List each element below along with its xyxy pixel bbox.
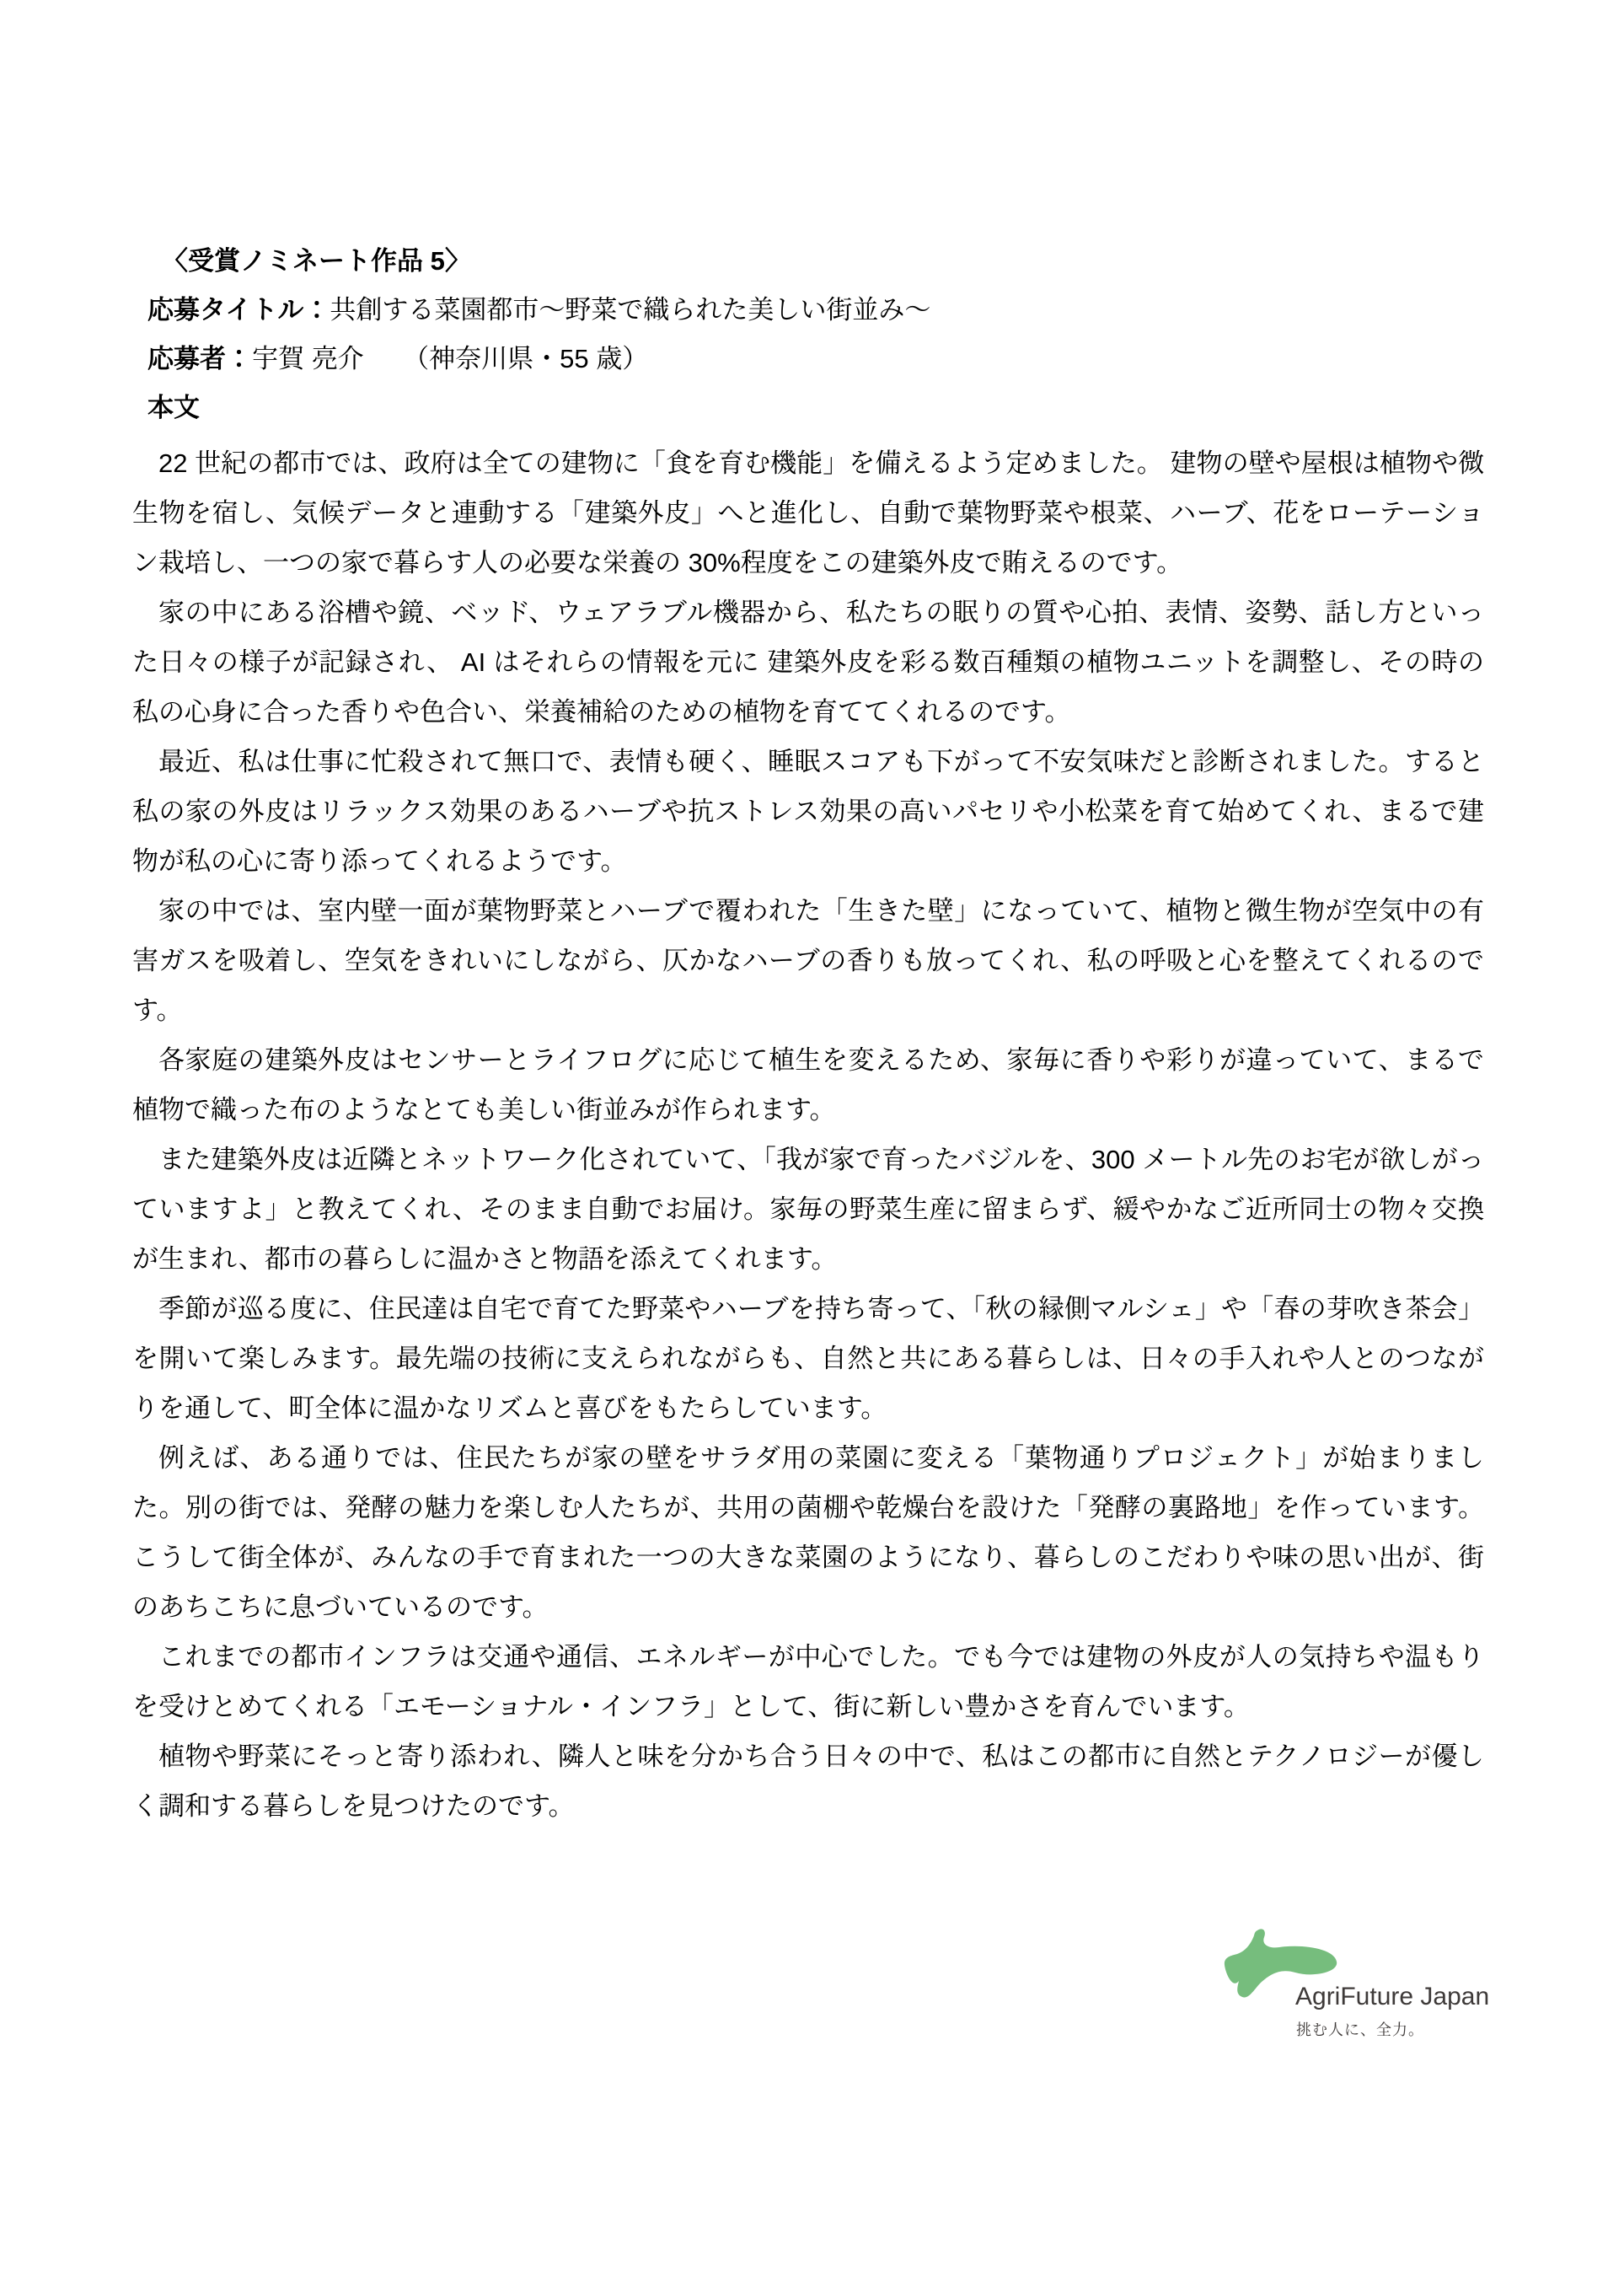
- paragraph: これまでの都市インフラは交通や通信、エネルギーが中心でした。でも今では建物の外皮が人の気持ちや温もりを受けとめてくれる「エモーショナル・インフラ」として、街に新しい豊かさを育んでいます。: [132, 1642, 1484, 1721]
- entry-title-separator: ：: [303, 295, 330, 325]
- applicant-value: 宇賀 亮介 （神奈川県・55 歳）: [252, 344, 649, 373]
- applicant-line: [132, 335, 1484, 384]
- agrifuture-japan-logo: [1224, 1929, 1510, 2055]
- logo-wordmark: AgriFuture Japan: [1295, 1983, 1490, 2010]
- entry-document: [132, 237, 1484, 1831]
- paragraph: 植物や野菜にそっと寄り添われ、隣人と味を分かち合う日々の中で、私はこの都市に自然とテクノロジーが優しく調和する暮らしを見つけたのです。: [132, 1742, 1484, 1821]
- logo-tagline: 挑む人に、全力。: [1296, 2021, 1424, 2038]
- entry-title-line: [132, 286, 1484, 335]
- essay-body: [132, 438, 1484, 1831]
- paragraph: 例えば、ある通りでは、住民たちが家の壁をサラダ用の菜園に変える「葉物通りプロジェクト」が始まりました。別の街では、発酵の魅力を楽しむ人たちが、共用の菌棚や乾燥台を設けた「発酵の裏路地」を作っています。こうして街全体が、みんなの手で育まれた一つの大きな菜園のようになり、暮らしのこだわりや味の思い出が、街のあちこちに息づいているのです。: [132, 1443, 1484, 1622]
- applicant-separator: ：: [226, 344, 252, 373]
- paragraph: 22 世紀の都市では、政府は全ての建物に「食を育む機能」を備えるよう定めました。 建物の壁や屋根は植物や微生物を宿し、気候データと連動する「建築外皮」へと進化し、自動で葉物野菜や根菜、ハーブ、花をローテーション栽培し、一つの家で暮らす人の必要な栄養の 30%程度をこの建築外皮で賄えるのです。: [132, 448, 1484, 577]
- entry-title-label: 応募タイトル: [147, 295, 304, 325]
- entry-title-value: 共創する菜園都市～野菜で織られた美しい街並み～: [330, 295, 931, 325]
- paragraph: 家の中では、室内壁一面が葉物野菜とハーブで覆われた「生きた壁」になっていて、植物と微生物が空気中の有害ガスを吸着し、空気をきれいにしながら、仄かなハーブの香りも放ってくれ、私の呼吸と心を整えてくれるのです。: [132, 896, 1484, 1025]
- applicant-label: 応募者: [147, 344, 226, 373]
- paragraph: また建築外皮は近隣とネットワーク化されていて、「我が家で育ったバジルを、300 メートル先のお宅が欲しがっていますよ」と教えてくれ、そのまま自動でお届け。家毎の野菜生産に留まらず、緩やかなご近所同士の物々交換が生まれ、都市の暮らしに温かさと物語を添えてくれます。: [132, 1145, 1484, 1274]
- body-section-label: 本文: [147, 393, 200, 422]
- nominee-heading: 〈受賞ノミネート作品 5〉: [162, 246, 471, 276]
- paragraph: 季節が巡る度に、住民達は自宅で育てた野菜やハーブを持ち寄って、「秋の縁側マルシェ」や「春の芽吹き茶会」を開いて楽しみます。最先端の技術に支えられながらも、自然と共にある暮らしは、日々の手入れや人とのつながりを通して、町全体に温かなリズムと喜びをもたらしています。: [132, 1294, 1484, 1423]
- paragraph: 家の中にある浴槽や鏡、ベッド、ウェアラブル機器から、私たちの眠りの質や心拍、表情、姿勢、話し方といった日々の様子が記録され、 AI はそれらの情報を元に 建築外皮を彩る数百種類の植物ユニットを調整し、その時の私の心身に合った香りや色合い、栄養補給のための植物を育ててくれるのです。: [132, 598, 1484, 727]
- paragraph: 各家庭の建築外皮はセンサーとライフログに応じて植生を変えるため、家毎に香りや彩りが違っていて、まるで植物で織った布のようなとても美しい街並みが作られます。: [132, 1045, 1484, 1125]
- paragraph: 最近、私は仕事に忙殺されて無口で、表情も硬く、睡眠スコアも下がって不安気味だと診断されました。すると私の家の外皮はリラックス効果のあるハーブや抗ストレス効果の高いパセリや小松菜を育て始めてくれ、まるで建物が私の心に寄り添ってくれるようです。: [132, 747, 1484, 876]
